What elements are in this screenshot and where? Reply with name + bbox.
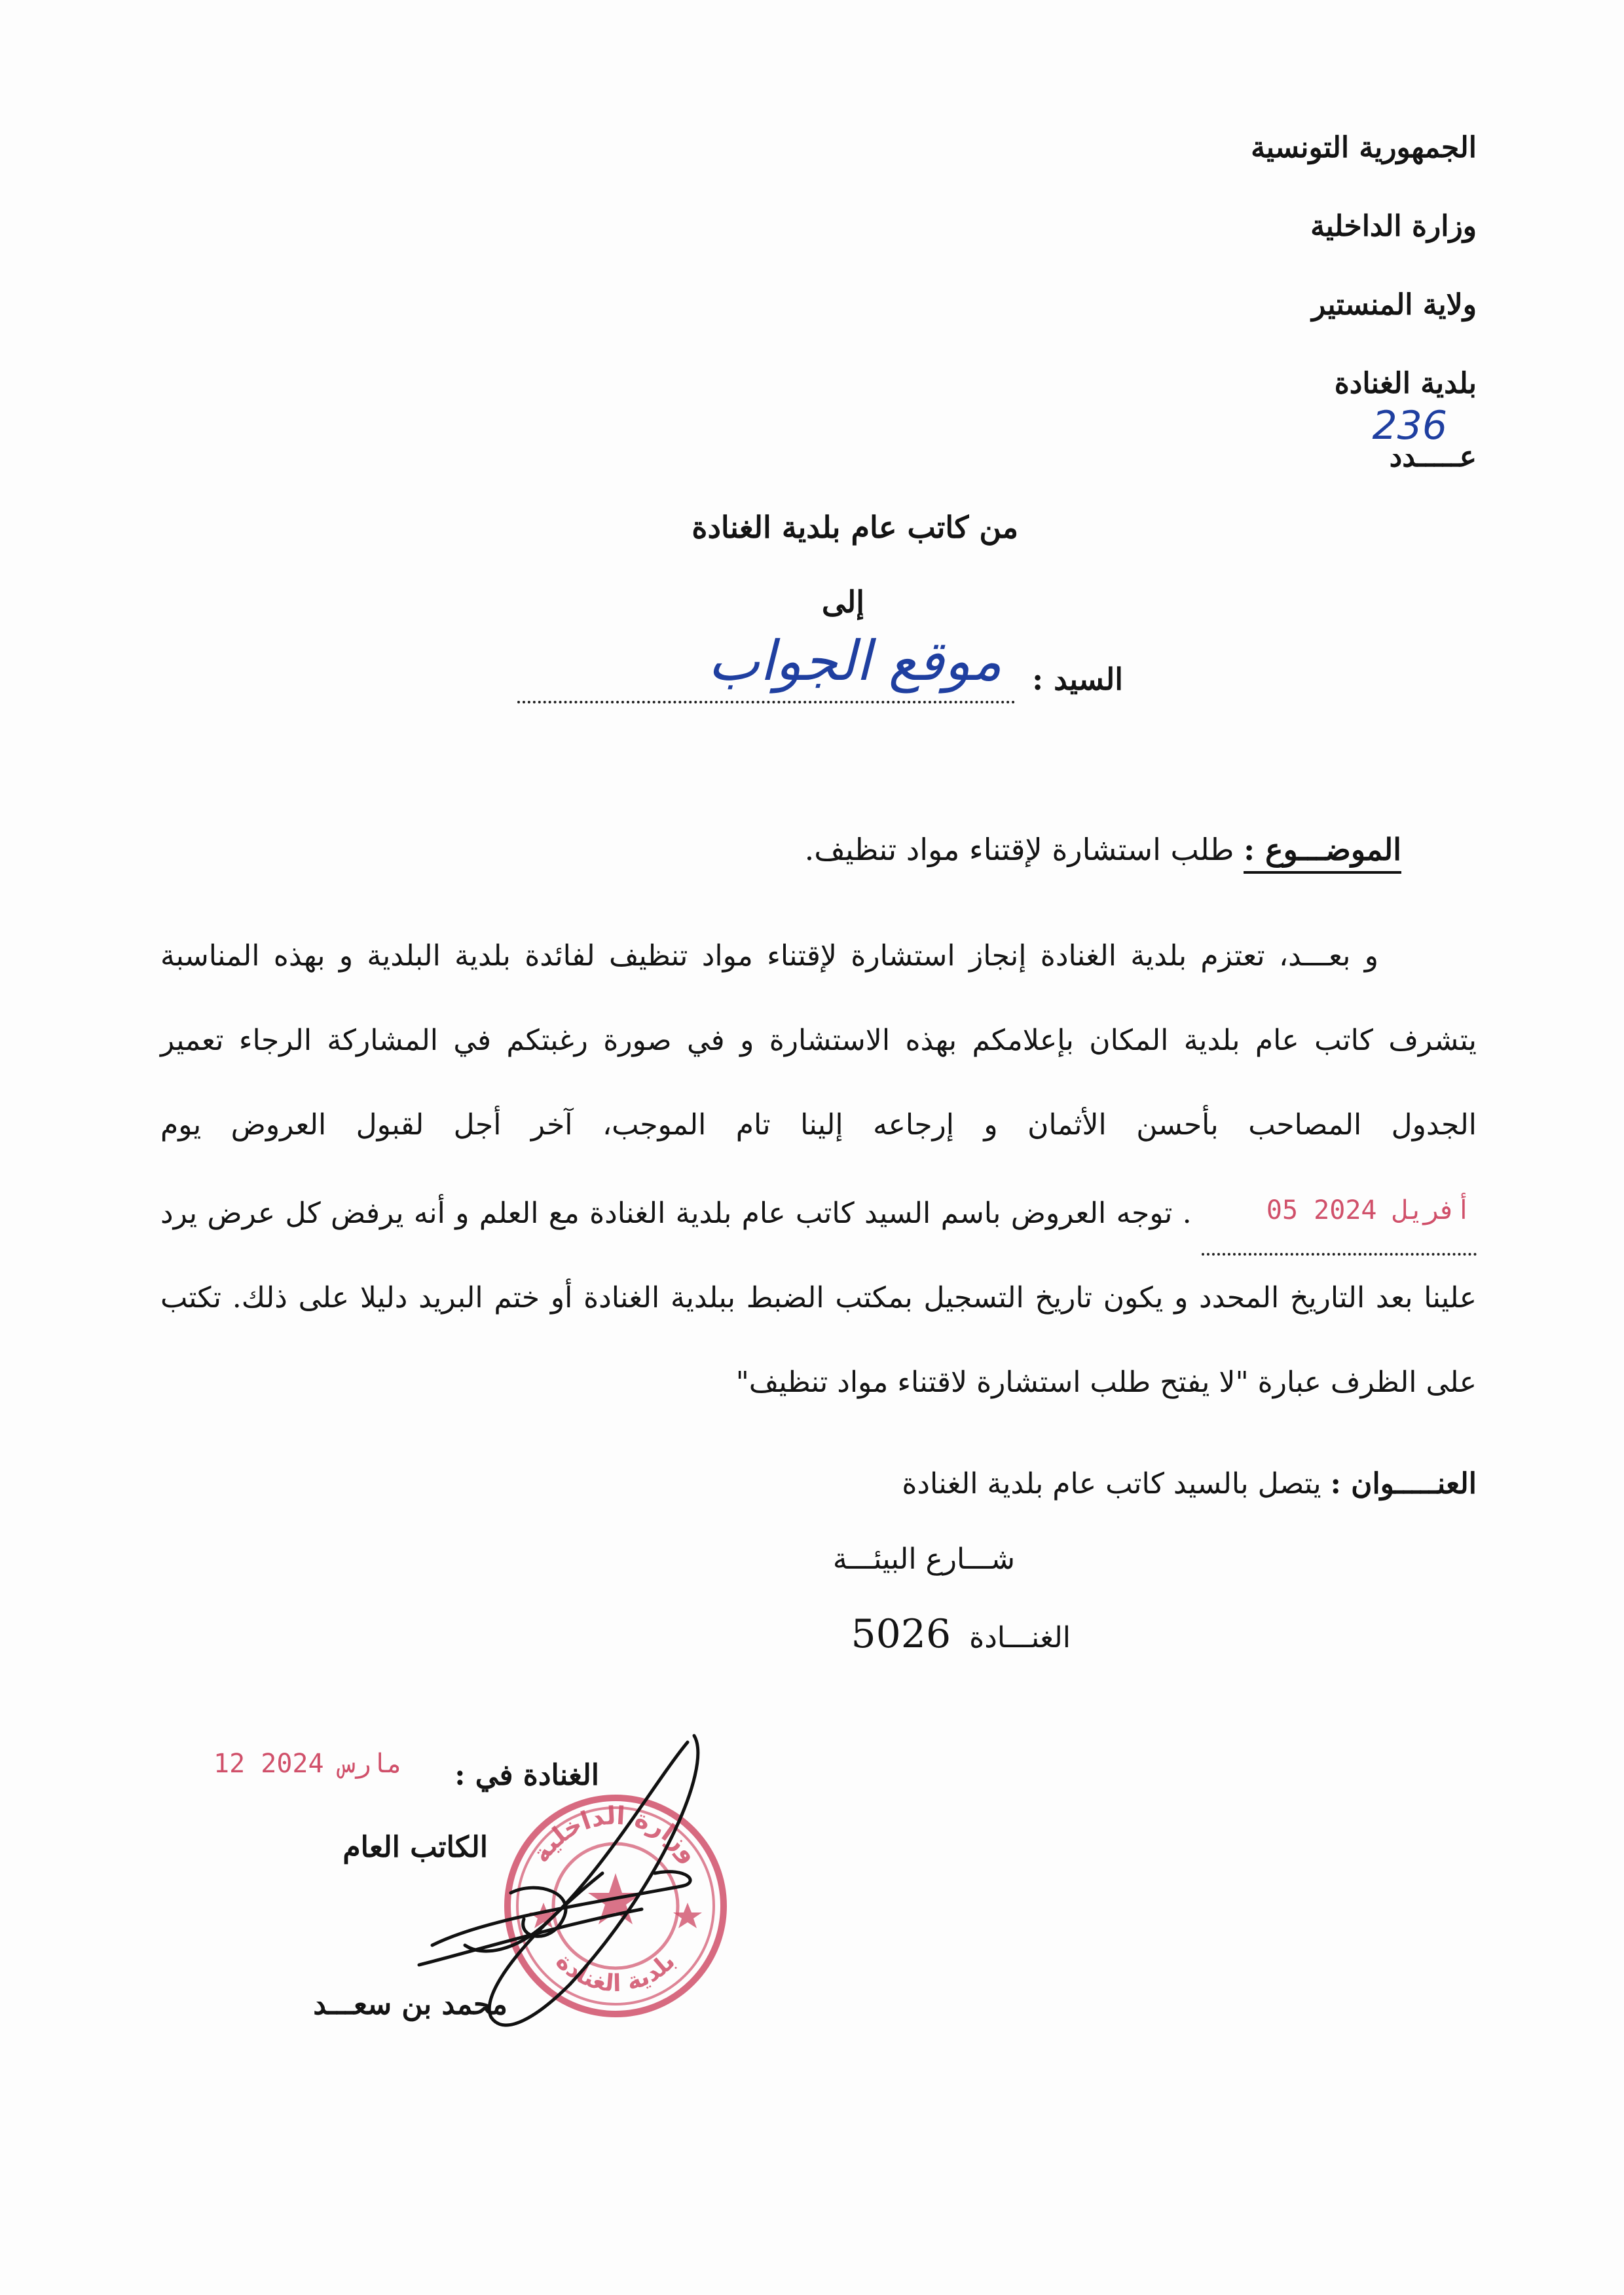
signatory-name: محمد بن سعـــد [313, 1988, 507, 2021]
to-word: إلى [821, 584, 864, 620]
deadline-date-stamp: 05 أفريل 2024 [1266, 1195, 1471, 1225]
seal-text-bottom: بلدية الغنادة [550, 1948, 681, 1998]
signature-date-stamp: 12 مارس 2024 [213, 1749, 403, 1779]
place-date-label: الغنادة في : [454, 1759, 599, 1792]
body-part-2: . توجه العروض باسم السيد كاتب عام بلدية الغنادة مع العلم و أنه يرفض كل عرض يرد علينا بعد التاريخ المحدد و يكون تاريخ التسجيل بمكتب الضبط ببلدية الغنادة أو ختم البريد دليلا على ذلك. تكتب على الظرف عبارة "لا يفتح طلب استشارة لاقتناء مواد تنظيف" [160, 1197, 1477, 1399]
body-part-1: و بعـــد، تعتزم بلدية الغنادة إنجاز استشارة لإقتناء مواد تنظيف لفائدة بلدية البلدية و بهذه المناسبة يتشرف كاتب عام بلدية المكان بإعلامكم بهذه الاستشارة و في صورة رغبتكم في المشاركة الرجاء تعمير الجدول المصاحب بأحسن الأثمان و إرجاعه إلينا تام الموجب، آخر أجل لقبول العروض يوم [160, 939, 1477, 1142]
subject-label: الموضـــوع : [1244, 832, 1401, 874]
address-line-3 [851, 1611, 1071, 1657]
subject-line [805, 832, 1401, 867]
header-municipality: بلدية الغنادة [1334, 367, 1477, 400]
addressee-label: السيد : [1032, 662, 1123, 697]
header-ministry: وزارة الداخلية [1310, 210, 1477, 243]
reference-number-label: عـــــدد [1389, 440, 1477, 474]
address-line-1 [902, 1467, 1477, 1501]
deadline-dotted-field [1202, 1167, 1477, 1256]
postal-code: 5026 [851, 1611, 951, 1657]
address-city: الغنـــادة [969, 1621, 1071, 1654]
from-line: من كاتب عام بلدية الغنادة [692, 510, 1018, 545]
body-paragraph [160, 914, 1477, 1425]
address-text-1: يتصل بالسيد كاتب عام بلدية الغنادة [902, 1467, 1321, 1501]
signatory-title: الكاتب العام [342, 1831, 488, 1864]
subject-text: طلب استشارة لإقتناء مواد تنظيف. [804, 832, 1234, 867]
seal-text-top: وزارة الداخلية [526, 1801, 705, 1868]
header-governorate: ولاية المنستير [1312, 288, 1477, 322]
reference-number-handwritten: 236 [1372, 403, 1447, 449]
handwritten-signature [406, 1729, 733, 2043]
addressee-handwritten-name: موقع الجواب [708, 629, 1002, 693]
address-street: شـــارع البيئـــة [832, 1542, 1015, 1576]
header-republic: الجمهورية التونسية [1251, 131, 1477, 164]
address-label: العنـــــوان : [1330, 1467, 1477, 1501]
